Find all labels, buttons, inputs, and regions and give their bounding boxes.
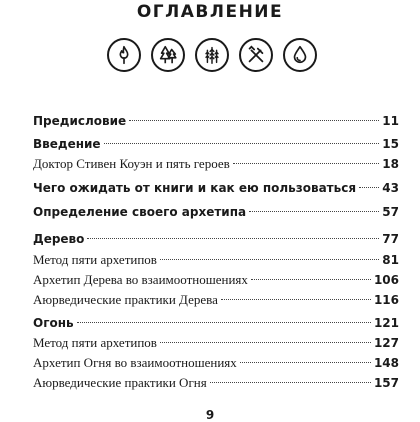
toc-entry[interactable] [33, 313, 399, 333]
toc-entry-page: 11 [382, 114, 399, 128]
toc-entry-page: 77 [382, 232, 399, 246]
leader-dots [129, 120, 379, 121]
toc-entry[interactable] [33, 178, 399, 198]
toc-entry[interactable] [33, 154, 399, 174]
leader-dots [160, 259, 379, 260]
leader-dots [251, 279, 371, 280]
toc-entry[interactable] [33, 134, 399, 154]
leader-dots [104, 143, 380, 144]
tree-icon [151, 38, 185, 72]
leader-dots [210, 382, 371, 383]
toc-entry-label: Архетип Огня во взаимоотношениях [33, 355, 237, 370]
toc-entry[interactable] [33, 229, 399, 249]
leader-dots [359, 187, 379, 188]
toc-entry[interactable] [33, 373, 399, 393]
toc-entry-label: Архетип Дерева во взаимоотношениях [33, 272, 248, 287]
toc-entry-page: 148 [373, 356, 399, 370]
toc-entry-label: Дерево [33, 232, 85, 246]
toc-entry-label: Метод пяти архетипов [33, 335, 157, 350]
tools-icon [239, 38, 273, 72]
leader-dots [240, 362, 371, 363]
page-title: ОГЛАВЛЕНИЕ [136, 2, 284, 22]
toc-entry-page: 57 [382, 205, 399, 219]
leader-dots [160, 342, 371, 343]
toc-entry-page: 15 [382, 137, 399, 151]
toc-entry-page: 121 [373, 316, 399, 330]
toc-entry[interactable] [33, 333, 399, 353]
toc-entry-label: Огонь [33, 316, 74, 330]
toc-entry-label: Аюрведические практики Дерева [33, 292, 218, 307]
toc-entry[interactable] [33, 353, 399, 373]
toc-entry-page: 43 [382, 181, 399, 195]
leader-dots [87, 238, 379, 239]
toc-entry[interactable] [33, 111, 399, 131]
toc-entry-label: Аюрведические практики Огня [33, 375, 207, 390]
toc-entry-page: 127 [373, 336, 399, 350]
toc-entry-label: Определение своего архетипа [33, 205, 247, 219]
toc-entry[interactable] [33, 290, 399, 310]
leader-dots [77, 322, 371, 323]
toc-entry[interactable] [33, 202, 399, 222]
toc-entry-label: Введение [33, 137, 101, 151]
toc-entry-label: Чего ожидать от книги и как ею пользоваться [33, 181, 357, 195]
toc-entry-page: 81 [382, 253, 399, 267]
toc-entry-label: Метод пяти архетипов [33, 252, 157, 267]
toc-entry-page: 116 [373, 293, 399, 307]
toc-entry-page: 157 [373, 376, 399, 390]
toc-entry[interactable] [33, 270, 399, 290]
water-drop-icon [283, 38, 317, 72]
element-icons-row [107, 38, 317, 72]
leader-dots [221, 299, 371, 300]
toc-entry-page: 106 [373, 273, 399, 287]
fire-icon [107, 38, 141, 72]
toc-entry-label: Доктор Стивен Коуэн и пять героев [33, 156, 230, 171]
page-number: 9 [205, 408, 215, 422]
toc-entry-page: 18 [382, 157, 399, 171]
toc-entry-label: Предисловие [33, 114, 127, 128]
toc-entry[interactable] [33, 250, 399, 270]
leader-dots [249, 211, 379, 212]
wheat-icon [195, 38, 229, 72]
leader-dots [233, 163, 380, 164]
